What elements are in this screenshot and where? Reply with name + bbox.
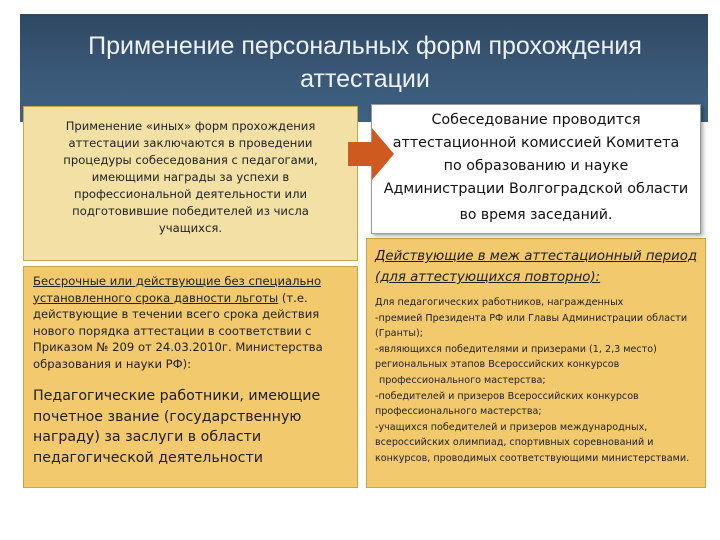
interview-info-line2: аттестационной комиссией Комитета xyxy=(392,135,680,151)
interview-info-line5: во время заседаний. xyxy=(459,207,613,223)
interim-benefits-panel xyxy=(366,238,706,488)
forms-description-text: Применение «иных» форм прохождения аттестации заключаются в проведении процедуры собеседования с педагогами, имеющими награды за успехи в профессиональной деятельности или подготовившие победителей из числа учащихся. xyxy=(63,119,318,235)
interim-benefits-item: -учащихся победителей и призеров международных, всероссийских олимпиад, спортивных соревнований и конкурсов, проводимых соответствующими министерствами. xyxy=(375,421,690,464)
slide-title-line1: Применение персональных форм прохождения xyxy=(88,32,642,60)
interview-info-line3: по образованию и науке xyxy=(443,158,629,174)
permanent-benefits-intro: Бессрочные или действующие без специально установленного срока давности льготы xyxy=(33,274,322,305)
interim-benefits-item: Для педагогических работников, награжденных xyxy=(375,297,624,308)
interim-benefits-item: -являющихся победителями и призерами (1, 2,3 место) региональных этапов Всероссийских конкурсов xyxy=(375,343,657,371)
interim-benefits-item: профессионального мастерства; xyxy=(379,374,546,386)
permanent-benefits-panel xyxy=(23,266,358,488)
interview-info-line4: Администрации Волгоградской области xyxy=(383,181,689,197)
interview-info-line1: Собеседование проводится xyxy=(431,112,641,128)
permanent-benefits-text xyxy=(33,273,349,372)
interview-info-panel xyxy=(371,104,701,234)
interim-benefits-item: -победителей и призеров Всероссийских конкурсов профессионального мастерства; xyxy=(375,390,639,418)
interim-benefits-item: -премией Президента РФ или Главы Администрации области (Гранты); xyxy=(375,312,688,340)
slide-title xyxy=(40,30,690,96)
interim-benefits-heading: Действующие в меж аттестационный период (для аттестующихся повторно): xyxy=(375,249,698,285)
honorary-title-text: Педагогические работники, имеющие почетное звание (государственную награду) за заслуги в области педагогической деятельности xyxy=(33,388,321,466)
right-arrow-icon xyxy=(348,128,394,180)
permanent-benefits-rest: (т.е. действующие в течении всего срока действия нового порядка аттестации в соответствии с Приказом № 209 от 24.03.2010г. Министерства образования и науки РФ): xyxy=(33,290,323,371)
forms-description-panel xyxy=(23,106,358,261)
slide-title-line2: аттестации xyxy=(300,65,430,93)
